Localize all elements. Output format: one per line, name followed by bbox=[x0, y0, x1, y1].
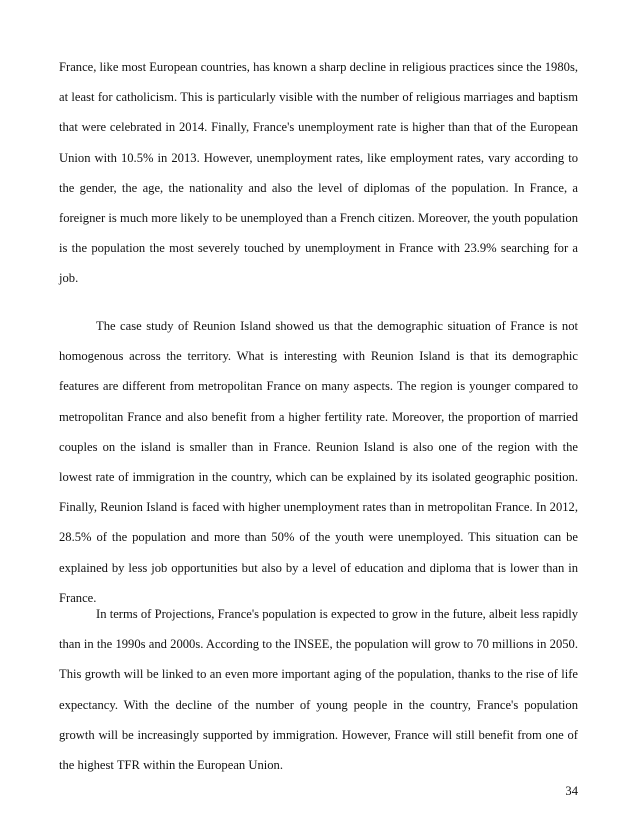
paragraph-projections: In terms of Projections, France's population is expected to grow in the future, albeit less rapidly than in the 1990s and 2000s. According to the INSEE, the population will grow to 70 millions in 2050. This growth will be linked to an even more important aging of the population, thanks to the rise of life expectancy. With the decline of the number of young people in the country, France's population growth will be increasingly supported by immigration. However, France will still benefit from one of the highest TFR within the European Union. bbox=[59, 607, 578, 773]
paragraph-religion-unemployment: France, like most European countries, has known a sharp decline in religious practices since the 1980s, at least for catholicism. This is particularly visible with the number of religious marriages and baptism that were celebrated in 2014. Finally, France's unemployment rate is higher than that of the European Union with 10.5% in 2013. However, unemployment rates, like employment rates, vary according to the gender, the age, the nationality and also the level of diplomas of the population. In France, a foreigner is much more likely to be unemployed than a French citizen. Moreover, the youth population is the population the most severely touched by unemployment in France with 23.9% searching for a job. bbox=[59, 60, 578, 286]
page-number: 34 bbox=[565, 784, 578, 798]
paragraph-reunion-island: The case study of Reunion Island showed us that the demographic situation of France is not homogenous across the territory. What is interesting with Reunion Island is that its demographic features are different from metropolitan France on many aspects. The region is younger compared to metropolitan France and also benefit from a higher fertility rate. Moreover, the proportion of married couples on the island is smaller than in France. Reunion Island is also one of the region with the lowest rate of immigration in the country, which can be explained by its isolated geographic position. Finally, Reunion Island is faced with higher unemployment rates than in metropolitan France. In 2012, 28.5% of the population and more than 50% of the youth were unemployed. This situation can be explained by less job opportunities but also by a level of education and diploma that is lower than in France. bbox=[59, 319, 578, 605]
